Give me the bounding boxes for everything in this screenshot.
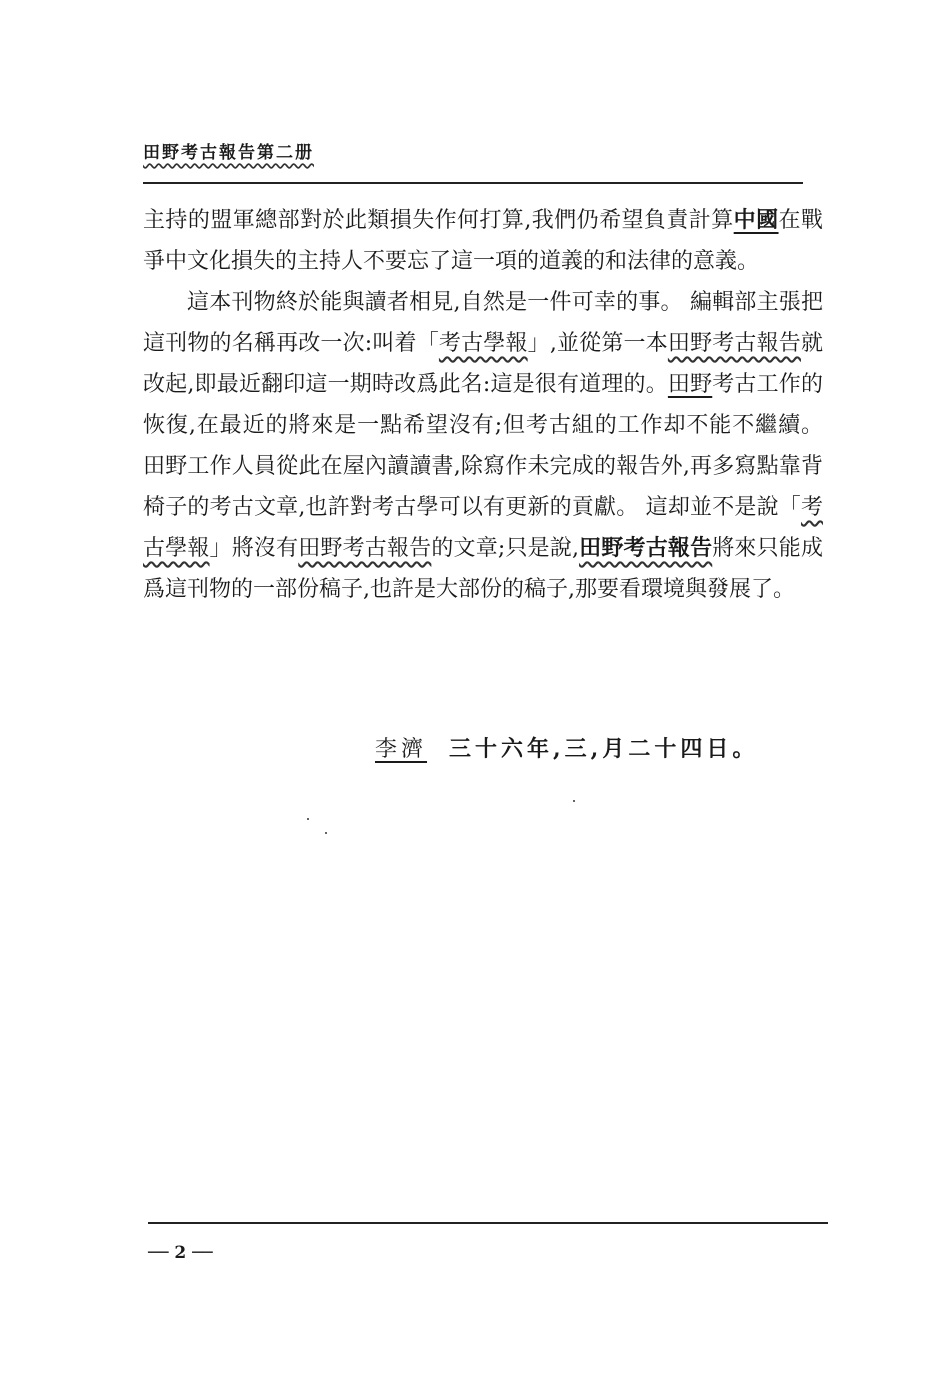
- book-title: 考古學報: [143, 495, 823, 561]
- ink-speck: [307, 818, 309, 820]
- text-run: 將來只能成爲這刊物的一部份稿子,也許是大部份的稿子,那要看環境與發展了。: [143, 536, 823, 602]
- proper-noun: 田野: [667, 372, 713, 397]
- book-title: 田野考古報告: [298, 536, 432, 561]
- text-run: 就改起,即最近翻印這一期時改爲此名:這是很有道理的。: [143, 331, 823, 397]
- paragraph-2: [143, 282, 823, 610]
- body-text: [143, 200, 823, 610]
- paragraph-1: [143, 200, 823, 282]
- running-title: 田野考古報告第二册: [143, 143, 314, 163]
- footer-rule: [148, 1222, 828, 1224]
- signature-line: [375, 732, 758, 763]
- header-rule: [143, 182, 803, 184]
- book-title: 田野考古報告: [667, 331, 801, 356]
- text-run: 在戰爭中文化損失的主持人不要忘了這一項的道義的和法律的意義。: [143, 208, 823, 274]
- proper-noun: 中國: [733, 207, 779, 233]
- author-name: 李濟: [375, 737, 428, 762]
- book-title: 考古學報: [438, 331, 528, 356]
- text-run: 主持的盟軍總部對於此類損失作何打算,我們仍希望負責計算: [143, 208, 734, 233]
- text-run: 這本刊物終於能與讀者相見,自然是一件可幸的事。 編輯部主張把這刊物的名稱再改一次:叫着「: [143, 290, 823, 356]
- text-run: 」,並從第一本: [527, 331, 668, 356]
- text-run: 考古工作的恢復,在最近的將來是一點希望沒有;但考古組的工作却不能不繼續。 田野工作人員從此在屋內讀讀書,除寫作未完成的報告外,再多寫點靠背椅子的考古文章,也許對考古學可以有更新的貢獻。 這却並不是說「: [143, 372, 823, 520]
- text-run: 」將沒有: [209, 536, 299, 561]
- ink-speck: [325, 832, 327, 834]
- book-title: 田野考古報告: [579, 535, 713, 561]
- signature-date: 三十六年,三,月二十四日。: [449, 736, 759, 762]
- page-number: ── 2 ──: [148, 1243, 213, 1263]
- text-run: 的文章;只是說,: [431, 536, 579, 561]
- ink-speck: [573, 800, 575, 802]
